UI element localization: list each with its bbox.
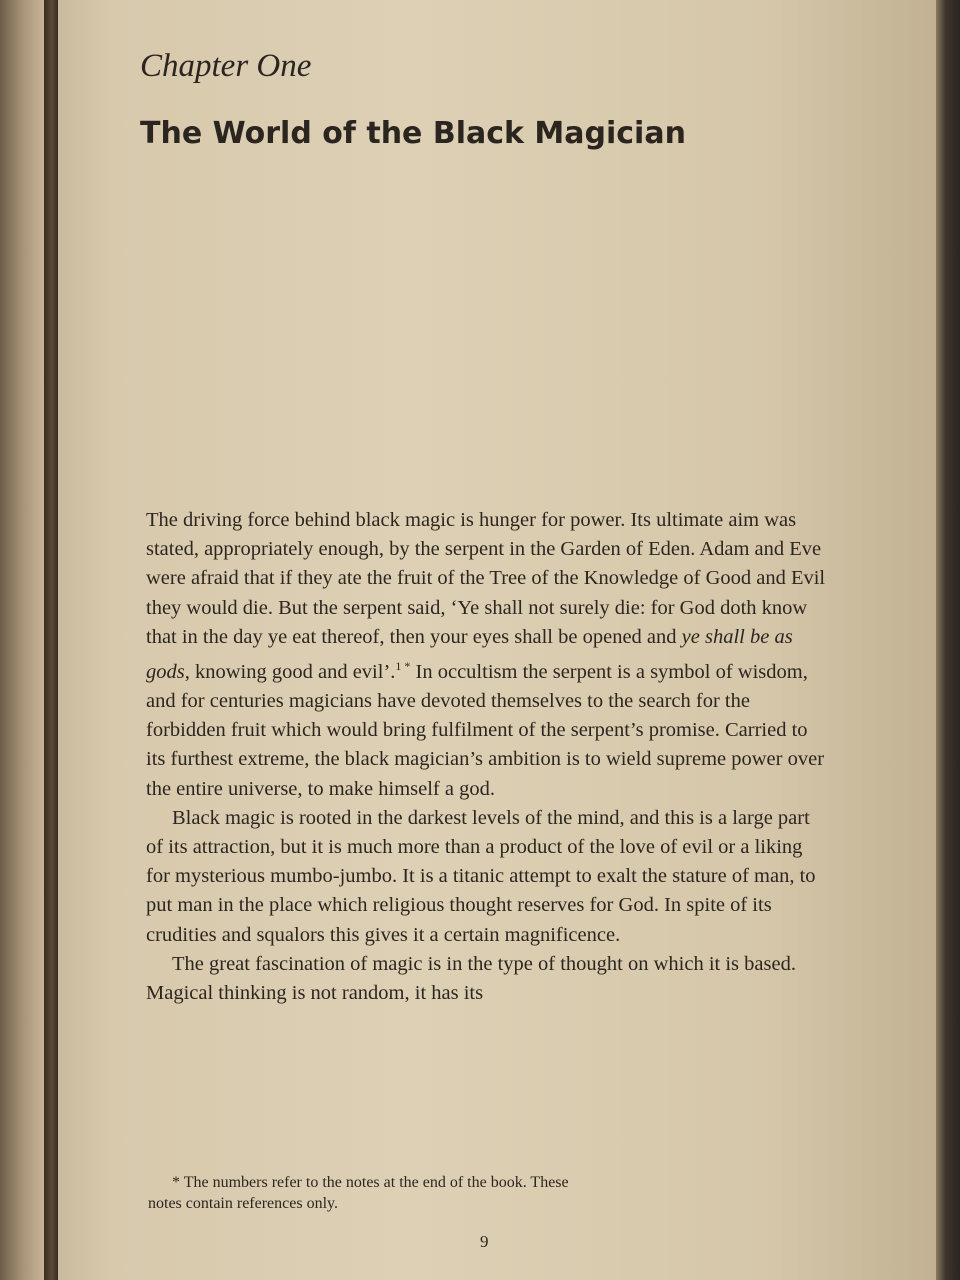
- paragraph-1-text-a: The driving force behind black magic is hunger for power. Its ultimate aim was stated, appropriately enough, by the serpent in the Garden of Eden. Adam and Eve were afraid that if they ate the fruit of the Tree of the Knowledge of Good and Evil they would die. But the serpent said, ‘Ye shall not surely die: for God doth know that in the day ye eat thereof, then your eyes shall be opened and: [146, 509, 826, 648]
- footnote: [148, 1172, 832, 1214]
- right-page-edge: [936, 0, 960, 1280]
- body-text: [146, 506, 830, 1008]
- chapter-label: Chapter One: [140, 48, 312, 84]
- paragraph-3: The great fascination of magic is in the type of thought on which it is based. Magical thinking is not random, it has its: [146, 952, 796, 1005]
- chapter-title: The World of the Black Magician: [140, 116, 686, 151]
- footnote-line-1: * The numbers refer to the notes at the end of the book. These: [172, 1174, 569, 1191]
- footnote-line-2: notes contain references only.: [148, 1195, 338, 1212]
- paragraph-1: [146, 506, 830, 804]
- paragraph-1-text-b: , knowing good and evil’.: [184, 660, 396, 683]
- paragraph-1-text-c: In occultism the serpent is a symbol of wisdom, and for centuries magicians have devoted themselves to the search for the forbidden fruit which would bring fulfilment of the serpent’s promise. Carried to its furthest extreme, the black magician’s ambition is to wield supreme power over the entire universe, to make himself a god.: [146, 660, 825, 800]
- paragraph-2: Black magic is rooted in the darkest levels of the mind, and this is a large part of its attraction, but it is much more than a product of the love of evil or a liking for mysterious mumbo-jumbo. It is a titanic attempt to exalt the stature of man, to put man in the place which religious thought reserves for God. In spite of its crudities and squalors this gives it a certain magnificence.: [146, 806, 816, 946]
- paragraph-1-italic-quote: ye shall be as gods: [146, 625, 793, 683]
- note-reference: 1 *: [395, 659, 411, 674]
- page-number: 9: [480, 1232, 489, 1251]
